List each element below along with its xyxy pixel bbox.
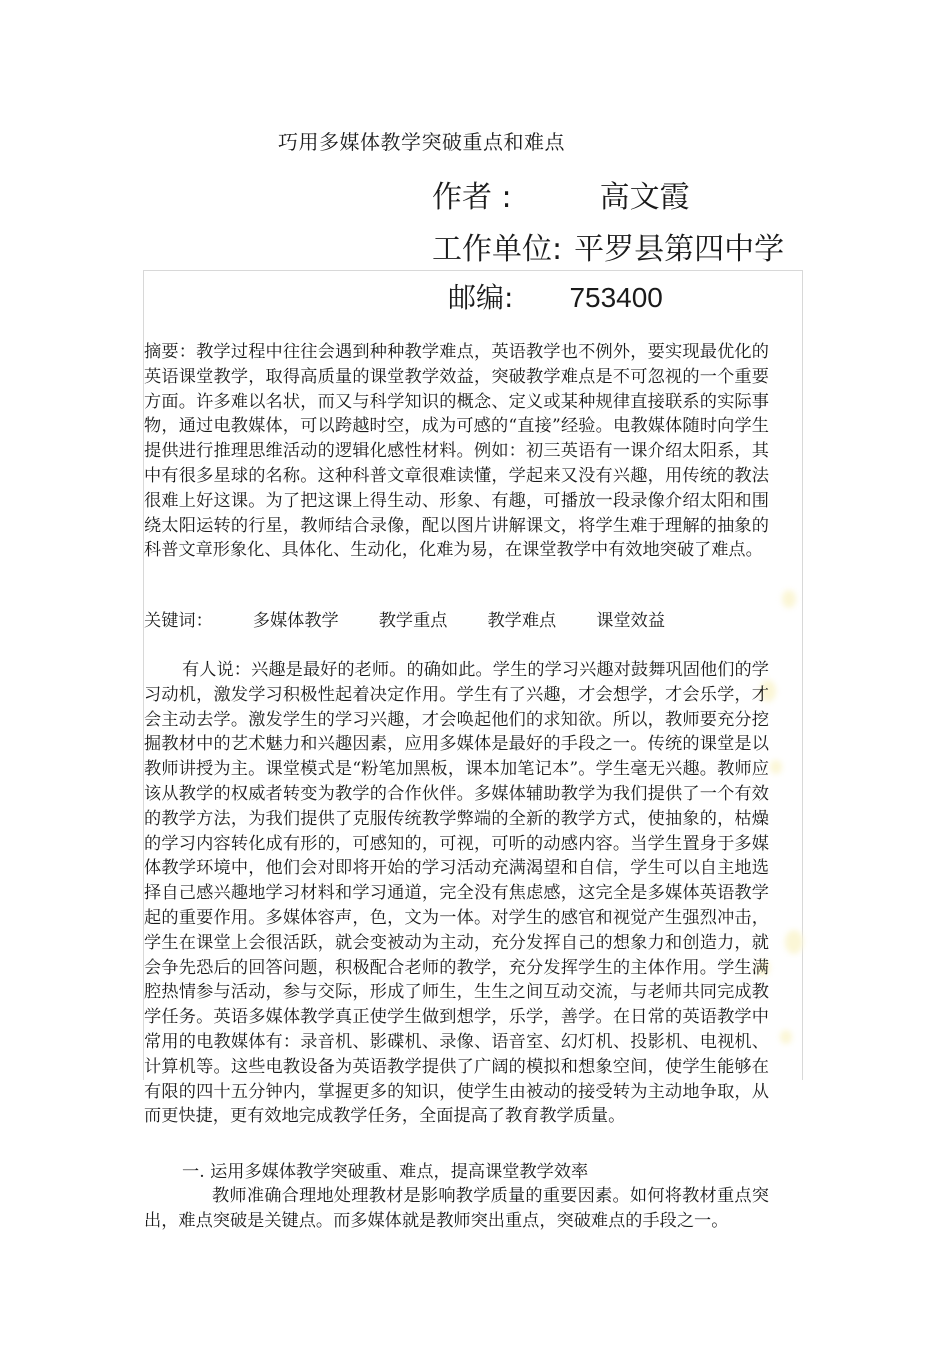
postcode-label: 邮编: bbox=[448, 281, 514, 314]
page-speck bbox=[785, 930, 803, 954]
postcode-value: 753400 bbox=[569, 282, 663, 313]
keywords-label: 关键词： bbox=[144, 611, 213, 631]
section-heading: 一. 运用多媒体教学突破重、难点，提高课堂教学效率 bbox=[182, 1162, 589, 1182]
work-unit-name: 平罗县第四中学 bbox=[574, 232, 785, 267]
keywords-line bbox=[144, 609, 769, 634]
abstract-paragraph: 摘要：教学过程中往往会遇到种种教学难点，英语教学也不例外，要实现最优化的英语课堂教学，取得高质量的课堂教学效益，突破教学难点是不可忽视的一个重要方面。许多难以名状，而又与科学知识的概念、定义或某种规律直接联系的实际事物，通过电教媒体，可以跨越时空，成为可感的“直接”经验。电教媒体随时向学生提供进行推理思维活动的逻辑化感性材料。例如：初三英语有一课介绍太阳系，其中有很多星球的名称。这种科普文章很难读懂，学起来又没有兴趣，用传统的教法很难上好这课。为了把这课上得生动、形象、有趣，可播放一段录像介绍太阳和围绕太阳运转的行星，教师结合录像，配以图片讲解课文，将学生难于理解的抽象的科普文章形象化、具体化、生动化，化难为易，在课堂教学中有效地突破了难点。 bbox=[144, 342, 769, 561]
author-label: 作者 : bbox=[432, 180, 512, 215]
keyword-item: 教学难点 bbox=[487, 611, 557, 631]
keyword-item: 课堂效益 bbox=[596, 611, 666, 631]
page-speck bbox=[770, 760, 782, 774]
author-name: 高文霞 bbox=[599, 180, 690, 215]
postcode-line bbox=[448, 276, 663, 316]
page-speck bbox=[782, 590, 796, 608]
body-paragraph: 教师准确合理地处理教材是影响教学质量的重要因素。如何将教材重点突出，难点突破是关键点。而多媒体就是教师突出重点，突破难点的手段之一。 bbox=[144, 1186, 769, 1231]
document-title: 巧用多媒体教学突破重点和难点 bbox=[278, 130, 565, 154]
page-speck bbox=[780, 1030, 792, 1044]
work-unit-line bbox=[432, 224, 784, 268]
keyword-item: 教学重点 bbox=[378, 611, 448, 631]
work-unit-label: 工作单位: bbox=[432, 232, 563, 267]
author-line bbox=[432, 172, 690, 216]
keyword-item: 多媒体教学 bbox=[252, 611, 339, 631]
body-paragraph: 有人说：兴趣是最好的老师。的确如此。学生的学习兴趣对鼓舞巩固他们的学习动机，激发学习积极性起着决定作用。学生有了兴趣，才会想学，才会乐学，才会主动去学。激发学生的学习兴趣，才会唤起他们的求知欲。所以，教师要充分挖掘教材中的艺术魅力和兴趣因素，应用多媒体是最好的手段之一。传统的课堂是以教师讲授为主。课堂模式是“粉笔加黑板，课本加笔记本”。学生毫无兴趣。教师应该从教学的权威者转变为教学的合作伙伴。多媒体辅助教学为我们提供了一个有效的教学方法，为我们提供了克服传统教学弊端的全新的教学方式，使抽象的，枯燥的学习内容转化成有形的，可感知的，可视，可听的动感内容。当学生置身于多媒体教学环境中，他们会对即将开始的学习活动充满渴望和自信，学生可以自主地选择自己感兴趣地学习材料和学习通道，完全没有焦虑感，这完全是多媒体英语教学起的重要作用。多媒体容声，色，文为一体。对学生的感官和视觉产生强烈冲击，学生在课堂上会很活跃，就会变被动为主动，充分发挥自己的想象力和创造力，就会争先恐后的回答问题，积极配合老师的教学，充分发挥学生的主体作用。学生满腔热情参与活动，参与交际，形成了师生，生生之间互动交流，与老师共同完成教学任务。英语多媒体教学真正使学生做到想学，乐学，善学。在日常的英语教学中常用的电教媒体有：录音机、影碟机、录像、语音室、幻灯机、投影机、电视机、计算机等。这些电教设备为英语教学提供了广阔的模拟和想象空间，使学生能够在有限的四十五分钟内，掌握更多的知识，使学生由被动的接受转为主动地争取，从而更快捷，更有效地完成教学任务，全面提高了教育教学质量。 bbox=[144, 660, 769, 1127]
